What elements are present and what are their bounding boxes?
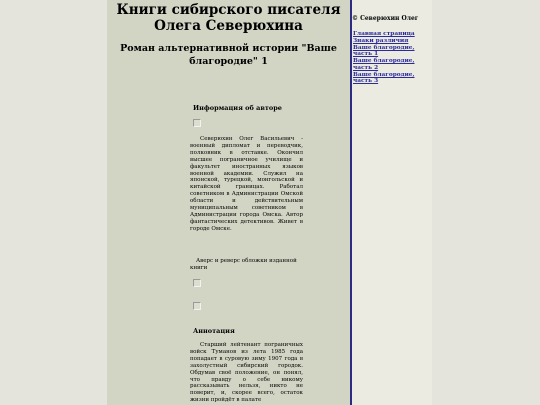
nav-item-insignia <box>353 38 431 44</box>
annotation-text: Старший лейтенант пограничных войск Туманов из лета 1985 года попадает в суровую зиму 1907 года в захолустный сибирский городок. Обдумав своё положение, он понял, что правду о себе никому рассказывать нельзя, никто не поверит, и, скорее всего, остаток жизни пройдёт в палате <box>190 342 303 404</box>
nav-item-part-1 <box>353 45 431 58</box>
nav-link-home[interactable]: Главная страница <box>353 31 415 37</box>
nav-link-part-1[interactable]: Ваше благородие, часть 1 <box>353 45 415 58</box>
nav-item-home <box>353 31 431 37</box>
annotation-heading: Аннотация <box>193 327 235 335</box>
about-heading: Информация об авторе <box>193 104 282 112</box>
nav-item-part-2 <box>353 58 431 71</box>
cover-front-broken-image-icon <box>193 279 201 287</box>
author-photo-broken-image-icon <box>193 119 201 127</box>
nav-link-insignia[interactable]: Знаки различия <box>353 38 409 44</box>
site-title: Книги сибирского писателя Олега Северюхина <box>116 2 341 34</box>
nav-link-part-3[interactable]: Ваше благородие, часть 3 <box>353 71 415 85</box>
nav-link-part-2[interactable]: Ваше благородие, часть 2 <box>353 58 415 71</box>
author-bio: Северюхин Олег Васильевич - военный дипломат и переводчик, полковник в отставке. Окончил высшее пограничное училище и факультет иностранных языков военной академии. Служил на японской, турецкой, монгольской и китайской границах. Работал советником в Администрации Омской области и действительным муниципальным советником в Администрации города Омска. Автор фантастических детективов. Живет в городе Омске. <box>190 136 303 232</box>
novel-title: Роман альтернативной истории "Ваше благородие" 1 <box>120 43 337 67</box>
cover-back-broken-image-icon <box>193 302 201 310</box>
nav-item-part-3 <box>353 72 431 85</box>
sidebar-nav <box>353 31 431 85</box>
cover-caption: Аверс и реверс обложки изданной книги <box>190 258 297 271</box>
copyright-notice: © Северюхин Олег <box>352 15 419 22</box>
